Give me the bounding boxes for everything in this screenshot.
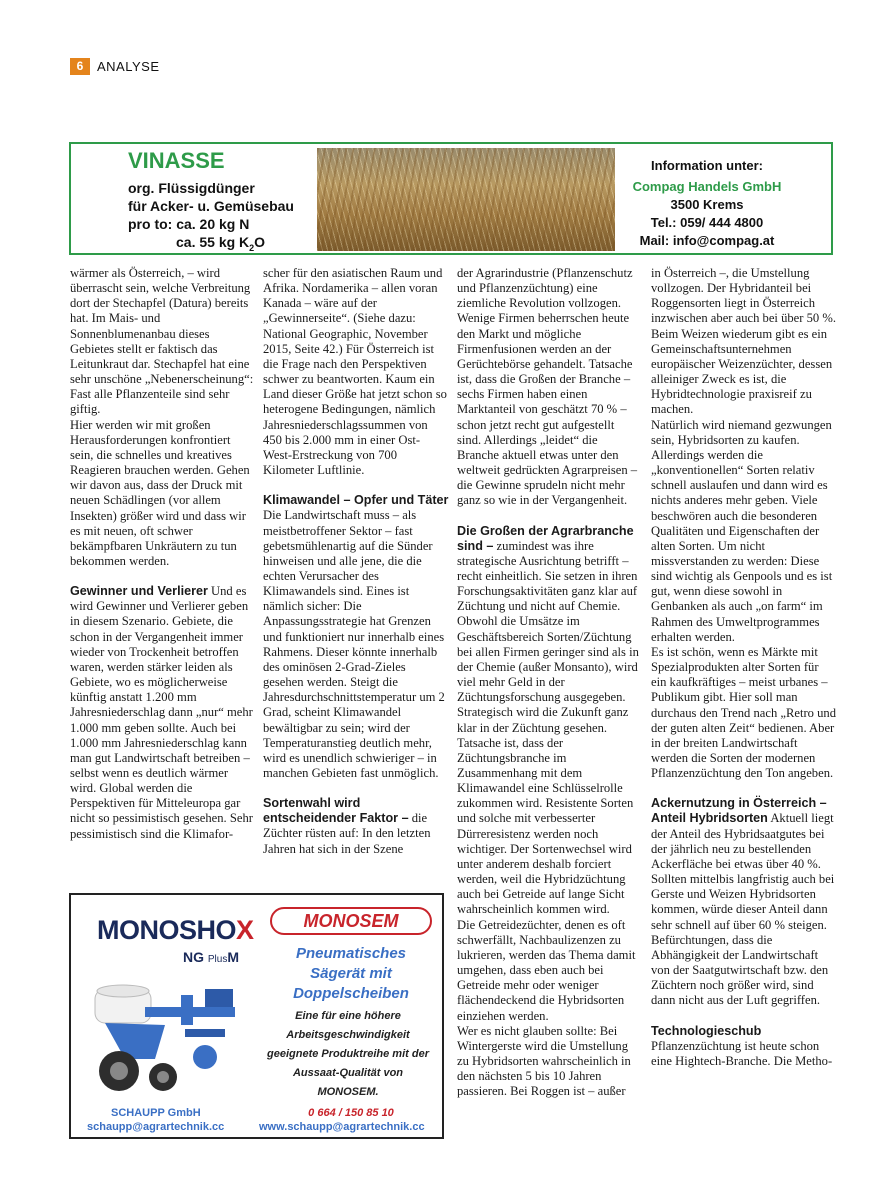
ad-line-2: für Acker- u. Gemüsebau [128,198,294,214]
subheading: Gewinner und Verlierer [70,584,208,599]
ad-line-5: Arbeitsgeschwindigkeit [286,1029,410,1041]
ad-line-1: Pneumatisches [295,945,407,962]
ad-line-3: pro to: ca. 20 kg N [128,216,250,232]
paragraph: Wer es nicht glauben sollte: Bei Wintergerste wird die Umstellung zu Hybridsorten wahrscheinlich in den nächsten 5 bis 10 Jahren passieren. Bei Roggen ist – außer [457,1023,631,1099]
paragraph: Die Getreidezüchter, denen es oft schwerfällt, Nachbaulizenzen zu lukrieren, werden das Thema damit umgehen, dass eben auch bei Getreide mehr oder weniger flächendeckend die Hybridsorten einziehen werden. [457,917,636,1023]
ad-title: VINASSE [128,148,225,173]
ad-line-7: Aussaat-Qualität von [292,1067,404,1079]
ad-line-1: org. Flüssigdünger [128,180,255,196]
ad-line-8: MONOSEM. [317,1086,379,1098]
paragraph: wärmer als Österreich, – wird überrascht sein, welche Verbreitung dort der Stechapfel (Datura) bereits hat. Im Mais- und Sonnenblumenanbau dieses Gebietes stellt er faktisch das Leitunkraut dar. Stechapfel hat eine sehr unschöne „Nebenerscheinung“: Fast alle Pflanzenteile sind sehr giftig. [70,266,254,417]
paragraph: Natürlich wird niemand gezwungen sein, Hybridsorten zu kaufen. Allerdings werden die „konventionellen“ Sorten relativ schnell auslaufen und dann wird es nichts anderes mehr geben. Viele beschwören auch die besonderen Qualitäten und Eigenschaften der alten Sorten. Um nicht missverstanden zu werden: Diese sind wichtig als Genpools und es ist gut, wenn diese sowohl in Genbanken als auch „on farm“ im Rahmen des Umweltprogrammes erhalten werden. [651,417,833,644]
ad-email: schaupp@agrartechnik.cc [87,1121,225,1133]
monosem-advertisement [69,893,444,1139]
ad-company: SCHAUPP GmbH [111,1107,201,1119]
paragraph: Die Großen der Agrarbranche sind – zumindest was ihre strategische Ausrichtung betrifft – recht einheitlich. Sie setzen in ihren Forschungsaktivitäten ganz klar auf Züchtung und nicht auf Chemie. Obwohl die Umsätze im Geschäftsbereich Sorten/Züchtung bei allen Firmen geringer sind als in der Chemie (außer Monsanto), wird viel mehr Geld in der Züchtungsforschung ausgegeben. Strategisch wird die Zukunft ganz klar in der Züchtung gesehen. Tatsache ist, dass der Züchtungsbranche im Zusammenhang mit dem Klimawandel eine Schlüsselrolle zukommen wird. Resistente Sorten und solche mit verbesserter Dürreresistenz werden noch wichtiger. Der Sortenwechsel wird unter anderem deshalb forciert werden, weil die Hybridzüchtung auch bei Getreide auf lange Sicht wahrscheinlich kommen wird. [457,523,639,917]
wheat-field-image [317,148,615,251]
paragraph: Hier werden wir mit großen Herausforderungen konfrontiert sein, die schnelles und kreatives Reagieren brauchen werden. Gehen wir davon aus, dass der Druck mit neuen Schädlingen (vor allem Insekten) größer wird und dass wir es mit neuen, oft schwer bekämpfbaren Unkräutern zu tun bekommen werden. [70,417,250,568]
monoshox-logo: MONOSHOX [97,915,254,945]
paragraph: Gewinner und Verlierer Und es wird Gewinner und Verlierer geben in diesem Szenario. Gebiete, die schon in der Vergangenheit immer wieder von Trockenheit betroffen waren, werden stärker leiden als Gebiete, wo es möglicherweise künftig anstatt 1.200 mm Jahresniederschlag dann „nur“ mehr 1.000 mm geben sollte. Auch bei 1.000 mm Jahresniederschlag kann man gut Landwirtschaft betreiben – selbst wenn es deutlich wärmer wird. Global werden die Perspektiven für Mitteleuropa gar nicht so pessimistisch gesehen. Sehr pessimistisch sind die Klimafor- [70,584,253,841]
ad-line-4: Eine für eine höhere [295,1010,401,1022]
ad-city: 3500 Krems [670,197,744,212]
page-header [70,57,160,75]
seeder-machine-image [85,969,251,1097]
ad-mail: Mail: info@compag.at [639,233,775,248]
paragraph: Ackernutzung in Österreich – Anteil Hybridsorten Aktuell liegt der Anteil des Hybridsaatgutes bei der jährlich neu zu bestellenden Ackerfläche bei etwas über 40 %. Sollten mittelbis langfristig auch bei Gerste und Weizen Hybridsorten kommen, würde dieser Anteil dann sehr schnell auf über 60 % steigen. Befürchtungen, dass die Abhängigkeit der Landwirtschaft von der Saatgutwirtschaft bzw. den Züchtern noch größer wird, sind dann nicht aus der Luft gegriffen. [651,796,835,1008]
ng-plus-logo: NG PlusM [183,949,240,965]
ad-line-3: Doppelscheiben [293,985,409,1002]
ad-line-6: geeignete Produktreihe mit der [267,1048,429,1060]
vinasse-advertisement [69,142,833,255]
subheading: Klimawandel – Opfer und Täter [263,493,449,508]
article-column-2 [263,266,449,857]
monosem-logo: MONOSEM [270,907,432,935]
paragraph: Es ist schön, wenn es Märkte mit Spezialprodukten alter Sorten für ein kaufkräftiges – meist urbanes – Publikum gibt. Hier soll man durchaus den Trend nach „Retro und der guten alten Zeit“ bedienen. Aber in der breiten Landwirtschaft werden die Sorten der modernen Pflanzenzüchtung den Ton angeben. [651,644,837,781]
paragraph: Klimawandel – Opfer und Täter Die Landwirtschaft muss – als meistbetroffener Sektor – fast gebetsmühlenartig auf die Sünder hinweisen und alle jene, die die echten Verursacher des Klimawandels sind. Eines ist nämlich sicher: Die Anpassungsstrategie hat Grenzen und funktioniert nur innerhalb eines Rahmens. Dieser könnte innerhalb des ominösen 2-Grad-Zieles gesehen werden. Steigt die Jahresdurchschnittstemperatur um 2 Grad, scheint Klimawandel bewältigbar zu sein; wird der Temperaturanstieg deutlich mehr, wird es unendlich schwieriger – in manchen Gebieten fast unmöglich. [263,493,449,780]
paragraph: in Österreich –, die Umstellung vollzogen. Der Hybridanteil bei Roggensorten liegt in Österreich inzwischen aber auch bei über 50 %. Beim Weizen wiederum gibt es ein Gemeinschaftsunternehmen europäischer Weizenzüchter, dessen alleiniger Zweck es ist, die Hybridtechnologie praxisreif zu machen. [651,266,836,417]
page-number: 6 [70,58,90,75]
section-title: ANALYSE [97,58,160,74]
ad-info-label: Information unter: [651,158,763,173]
article-column-4 [651,266,837,1069]
article-column-1 [70,266,254,842]
paragraph: Sortenwahl wird entscheidender Faktor – die Züchter rüsten auf: In den letzten Jahren hat sich in der Szene [263,796,431,856]
ad-company: Compag Handels GmbH [632,179,782,194]
ad-website: www.schaupp@agrartechnik.cc [259,1121,425,1133]
ad-phone: Tel.: 059/ 444 4800 [650,215,764,230]
subheading: Sortenwahl wird entscheidender Faktor – [263,796,409,826]
paragraph: Technologieschub Pflanzenzüchtung ist heute schon eine Hightech-Branche. Die Metho- [651,1023,833,1068]
subheading: Die Großen der Agrarbranche sind – [457,523,634,553]
paragraph: der Agrarindustrie (Pflanzenschutz und Pflanzenzüchtung) eine ziemliche Revolution vollzogen. Wenige Firmen beherrschen heute den Markt und mögliche Firmenfusionen werden an der Gerüchtebörse gehandelt. Tatsache ist, dass die Großen der Branche – sechs Firmen haben einen Marktanteil von geschätzt 70 % – schon jetzt recht gut aufgestellt sind. Allerdings „leidet“ die Branche aktuell etwas unter den weltweit gedrückten Agrarpreisen – die Gewinne sprudeln nicht mehr ganz so wie in der Vergangenheit. [457,266,638,508]
ad-line-2: Sägerät mit [310,965,392,982]
subheading: Technologieschub [651,1023,762,1038]
paragraph: scher für den asiatischen Raum und Afrika. Nordamerika – allen voran Kanada – wäre auf der „Gewinnerseite“. (Siehe dazu: National Geographic, November 2015, Seite 42.) Für Österreich ist die Frage nach den Perspektiven schwer zu beantworten. Kaum ein Land dieser Größe hat jetzt schon so heterogene Bedingungen, nämlich Jahresniederschlagssummen von 450 bis 2.000 mm in einer Ost-West-Erstreckung von 700 Kilometer Luftlinie. [263,266,447,478]
ad-phone: 0 664 / 150 85 10 [308,1107,394,1119]
article-column-3 [457,266,641,1099]
ad-line-4: ca. 55 kg $K_2O$ [176,234,266,253]
subheading: Ackernutzung in Österreich – Anteil Hybridsorten [651,796,827,826]
